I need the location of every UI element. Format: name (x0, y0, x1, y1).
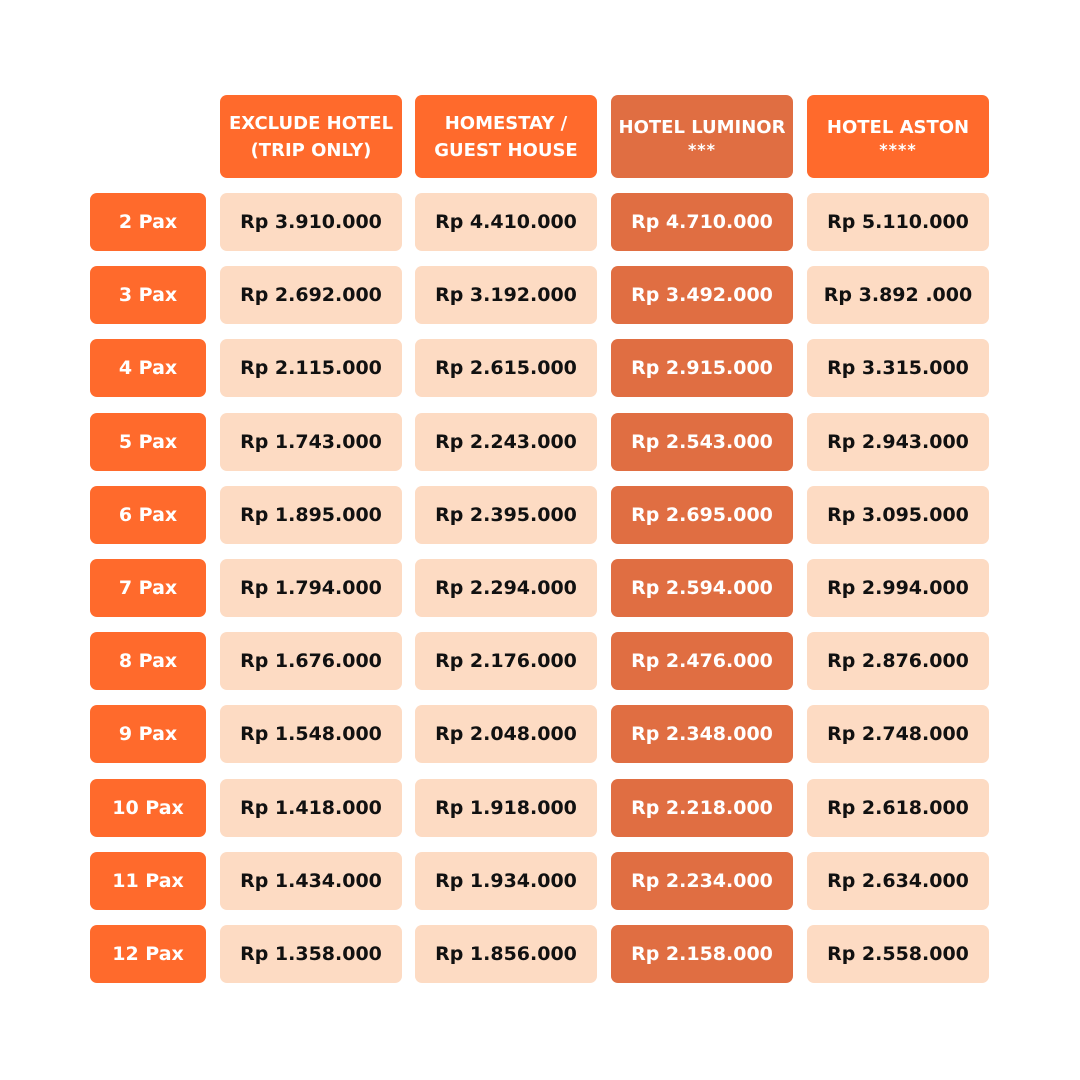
column-header-line2: **** (879, 140, 917, 159)
price-cell: Rp 2.176.000 (415, 632, 597, 690)
column-header (611, 95, 793, 178)
price-cell: Rp 2.243.000 (415, 413, 597, 471)
price-cell: Rp 2.618.000 (807, 779, 989, 837)
price-cell: Rp 1.895.000 (220, 486, 402, 544)
column-header-line1: HOTEL LUMINOR (618, 117, 786, 138)
price-cell: Rp 2.594.000 (611, 559, 793, 617)
pax-label: 5 Pax (90, 413, 206, 471)
column-header-line2: *** (687, 140, 717, 159)
price-cell: Rp 1.794.000 (220, 559, 402, 617)
column-header-line1: HOTEL ASTON (826, 117, 970, 138)
price-cell: Rp 5.110.000 (807, 193, 989, 251)
price-cell: Rp 3.315.000 (807, 339, 989, 397)
pax-label: 6 Pax (90, 486, 206, 544)
price-cell: Rp 2.234.000 (611, 852, 793, 910)
price-cell: Rp 1.934.000 (415, 852, 597, 910)
pax-label: 3 Pax (90, 266, 206, 324)
pax-label: 7 Pax (90, 559, 206, 617)
price-cell: Rp 1.358.000 (220, 925, 402, 983)
column-header (415, 95, 597, 178)
column-header-line1: EXCLUDE HOTEL (228, 112, 394, 134)
price-cell: Rp 2.634.000 (807, 852, 989, 910)
price-cell: Rp 2.692.000 (220, 266, 402, 324)
price-cell: Rp 3.892 .000 (807, 266, 989, 324)
pax-label: 12 Pax (90, 925, 206, 983)
price-cell: Rp 2.876.000 (807, 632, 989, 690)
price-cell: Rp 2.915.000 (611, 339, 793, 397)
price-cell: Rp 2.558.000 (807, 925, 989, 983)
price-cell: Rp 2.218.000 (611, 779, 793, 837)
price-cell: Rp 2.748.000 (807, 705, 989, 763)
column-header (807, 95, 989, 178)
price-cell: Rp 2.395.000 (415, 486, 597, 544)
price-cell: Rp 2.294.000 (415, 559, 597, 617)
price-cell: Rp 2.476.000 (611, 632, 793, 690)
price-cell: Rp 3.095.000 (807, 486, 989, 544)
column-header-line2: GUEST HOUSE (434, 139, 578, 161)
price-cell: Rp 2.943.000 (807, 413, 989, 471)
price-cell: Rp 2.543.000 (611, 413, 793, 471)
price-cell: Rp 1.856.000 (415, 925, 597, 983)
price-cell: Rp 1.918.000 (415, 779, 597, 837)
price-cell: Rp 3.910.000 (220, 193, 402, 251)
pax-label: 9 Pax (90, 705, 206, 763)
price-cell: Rp 1.743.000 (220, 413, 402, 471)
price-cell: Rp 3.492.000 (611, 266, 793, 324)
pax-label: 4 Pax (90, 339, 206, 397)
price-cell: Rp 2.348.000 (611, 705, 793, 763)
price-cell: Rp 4.410.000 (415, 193, 597, 251)
pax-label: 8 Pax (90, 632, 206, 690)
pax-label: 11 Pax (90, 852, 206, 910)
price-cell: Rp 2.158.000 (611, 925, 793, 983)
column-header-line2: (TRIP ONLY) (250, 139, 372, 161)
price-cell: Rp 2.615.000 (415, 339, 597, 397)
price-cell: Rp 1.548.000 (220, 705, 402, 763)
price-cell: Rp 1.434.000 (220, 852, 402, 910)
pax-label: 2 Pax (90, 193, 206, 251)
price-cell: Rp 2.695.000 (611, 486, 793, 544)
column-header (220, 95, 402, 178)
price-cell: Rp 2.994.000 (807, 559, 989, 617)
price-cell: Rp 4.710.000 (611, 193, 793, 251)
price-cell: Rp 1.418.000 (220, 779, 402, 837)
column-header-line1: HOMESTAY / (444, 112, 568, 134)
price-cell: Rp 1.676.000 (220, 632, 402, 690)
price-cell: Rp 2.048.000 (415, 705, 597, 763)
price-cell: Rp 2.115.000 (220, 339, 402, 397)
pax-label: 10 Pax (90, 779, 206, 837)
price-cell: Rp 3.192.000 (415, 266, 597, 324)
